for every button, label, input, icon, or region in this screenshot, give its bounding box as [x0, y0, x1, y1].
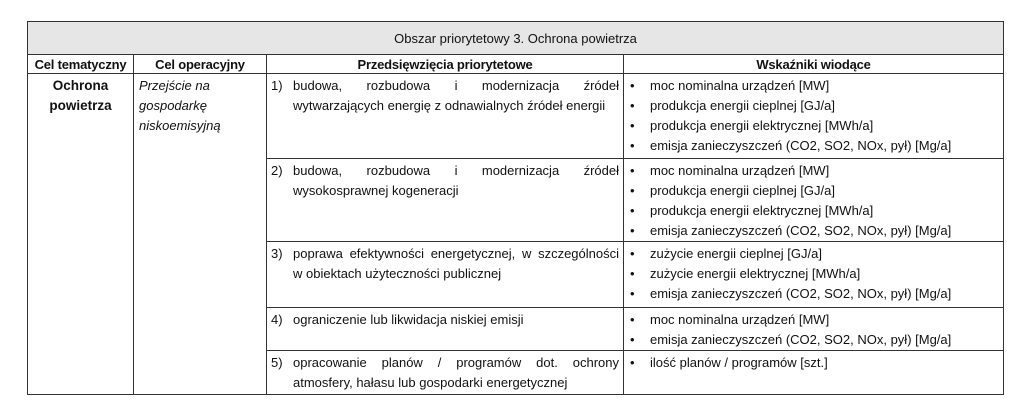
- header-row: [28, 55, 1004, 74]
- bullet-icon: •: [630, 223, 635, 238]
- title-row: [28, 22, 1004, 55]
- bullet-icon: •: [630, 246, 635, 261]
- przedsiewziecie-text: budowa, rozbudowa i modernizacja źródeł wysokosprawnej kogeneracji: [293, 163, 619, 198]
- indicator-text: zużycie energii cieplnej [GJ/a]: [650, 246, 822, 261]
- indicator-list: [628, 161, 999, 241]
- przedsiewziecie-cell: [267, 242, 624, 308]
- bullet-icon: •: [630, 203, 635, 218]
- wskazniki-cell: [624, 74, 1004, 159]
- list-item: [628, 284, 999, 304]
- bullet-icon: •: [630, 332, 635, 347]
- przedsiewziecie-number: 3): [271, 246, 283, 261]
- bullet-icon: •: [630, 118, 635, 133]
- indicator-list: [628, 244, 999, 304]
- przedsiewziecie-number: 1): [271, 78, 283, 93]
- priority-area-table: [27, 21, 1003, 395]
- przedsiewziecie-text: opracowanie planów / programów dot. ochrony atmosfery, hałasu lub gospodarki energetycznej: [293, 355, 619, 390]
- bullet-icon: •: [630, 78, 635, 93]
- list-item: [628, 201, 999, 221]
- indicator-text: emisja zanieczyszczeń (CO2, SO2, NOx, pył) [Mg/a]: [650, 332, 952, 347]
- indicator-text: moc nominalna urządzeń [MW]: [650, 78, 830, 93]
- przedsiewziecie-cell: [267, 159, 624, 242]
- header-cel-tematyczny: Cel tematyczny: [28, 55, 134, 74]
- table: [27, 21, 1004, 395]
- przedsiewziecie-number: 2): [271, 163, 283, 178]
- list-item: [628, 181, 999, 201]
- list-item: [628, 221, 999, 241]
- indicator-text: zużycie energii elektrycznej [MWh/a]: [650, 266, 861, 281]
- indicator-text: produkcja energii elektrycznej [MWh/a]: [650, 118, 874, 133]
- indicator-list: [628, 76, 999, 156]
- bullet-icon: •: [630, 312, 635, 327]
- cel-tematyczny-cell: [28, 74, 134, 395]
- przedsiewziecie-cell: [267, 308, 624, 351]
- indicator-text: emisja zanieczyszczeń (CO2, SO2, NOx, pył) [Mg/a]: [650, 223, 952, 238]
- wskazniki-cell: [624, 351, 1004, 395]
- table-row: [28, 74, 1004, 159]
- przedsiewziecie-text: budowa, rozbudowa i modernizacja źródeł wytwarzających energię z odnawialnych źródeł energii: [293, 78, 619, 113]
- list-item: [628, 96, 999, 116]
- indicator-text: moc nominalna urządzeń [MW]: [650, 163, 830, 178]
- przedsiewziecie-cell: [267, 351, 624, 395]
- list-item: [628, 264, 999, 284]
- przedsiewziecie-cell: [267, 74, 624, 159]
- list-item: [628, 330, 999, 350]
- header-cel-operacyjny: Cel operacyjny: [134, 55, 267, 74]
- cel-tematyczny-text: Ochrona powietrza: [49, 78, 112, 113]
- wskazniki-cell: [624, 159, 1004, 242]
- cel-operacyjny-text: Przejście na gospodarkę niskoemisyjną: [139, 78, 221, 133]
- wskazniki-cell: [624, 308, 1004, 351]
- przedsiewziecie-text: poprawa efektywności energetycznej, w szczególności w obiektach użyteczności publicznej: [293, 246, 619, 281]
- table-title: Obszar priorytetowy 3. Ochrona powietrza: [28, 22, 1004, 55]
- list-item: [628, 116, 999, 136]
- bullet-icon: •: [630, 183, 635, 198]
- indicator-text: produkcja energii cieplnej [GJ/a]: [650, 183, 835, 198]
- przedsiewziecie-number: 5): [271, 355, 283, 370]
- indicator-text: emisja zanieczyszczeń (CO2, SO2, NOx, pył) [Mg/a]: [650, 286, 952, 301]
- indicator-text: produkcja energii cieplnej [GJ/a]: [650, 98, 835, 113]
- list-item: [628, 244, 999, 264]
- bullet-icon: •: [630, 98, 635, 113]
- cel-operacyjny-cell: [134, 74, 267, 395]
- bullet-icon: •: [630, 138, 635, 153]
- przedsiewziecie-text: ograniczenie lub likwidacja niskiej emisji: [293, 312, 524, 327]
- indicator-list: [628, 353, 999, 373]
- header-wskazniki: Wskaźniki wiodące: [624, 55, 1004, 74]
- wskazniki-cell: [624, 242, 1004, 308]
- przedsiewziecie-number: 4): [271, 312, 283, 327]
- list-item: [628, 310, 999, 330]
- bullet-icon: •: [630, 286, 635, 301]
- bullet-icon: •: [630, 163, 635, 178]
- indicator-list: [628, 310, 999, 350]
- header-przedsiewziecia: Przedsięwzięcia priorytetowe: [267, 55, 624, 74]
- list-item: [628, 353, 999, 373]
- indicator-text: emisja zanieczyszczeń (CO2, SO2, NOx, pył) [Mg/a]: [650, 138, 952, 153]
- bullet-icon: •: [630, 355, 635, 370]
- list-item: [628, 136, 999, 156]
- indicator-text: moc nominalna urządzeń [MW]: [650, 312, 830, 327]
- list-item: [628, 161, 999, 181]
- bullet-icon: •: [630, 266, 635, 281]
- list-item: [628, 76, 999, 96]
- indicator-text: produkcja energii elektrycznej [MWh/a]: [650, 203, 874, 218]
- indicator-text: ilość planów / programów [szt.]: [650, 355, 828, 370]
